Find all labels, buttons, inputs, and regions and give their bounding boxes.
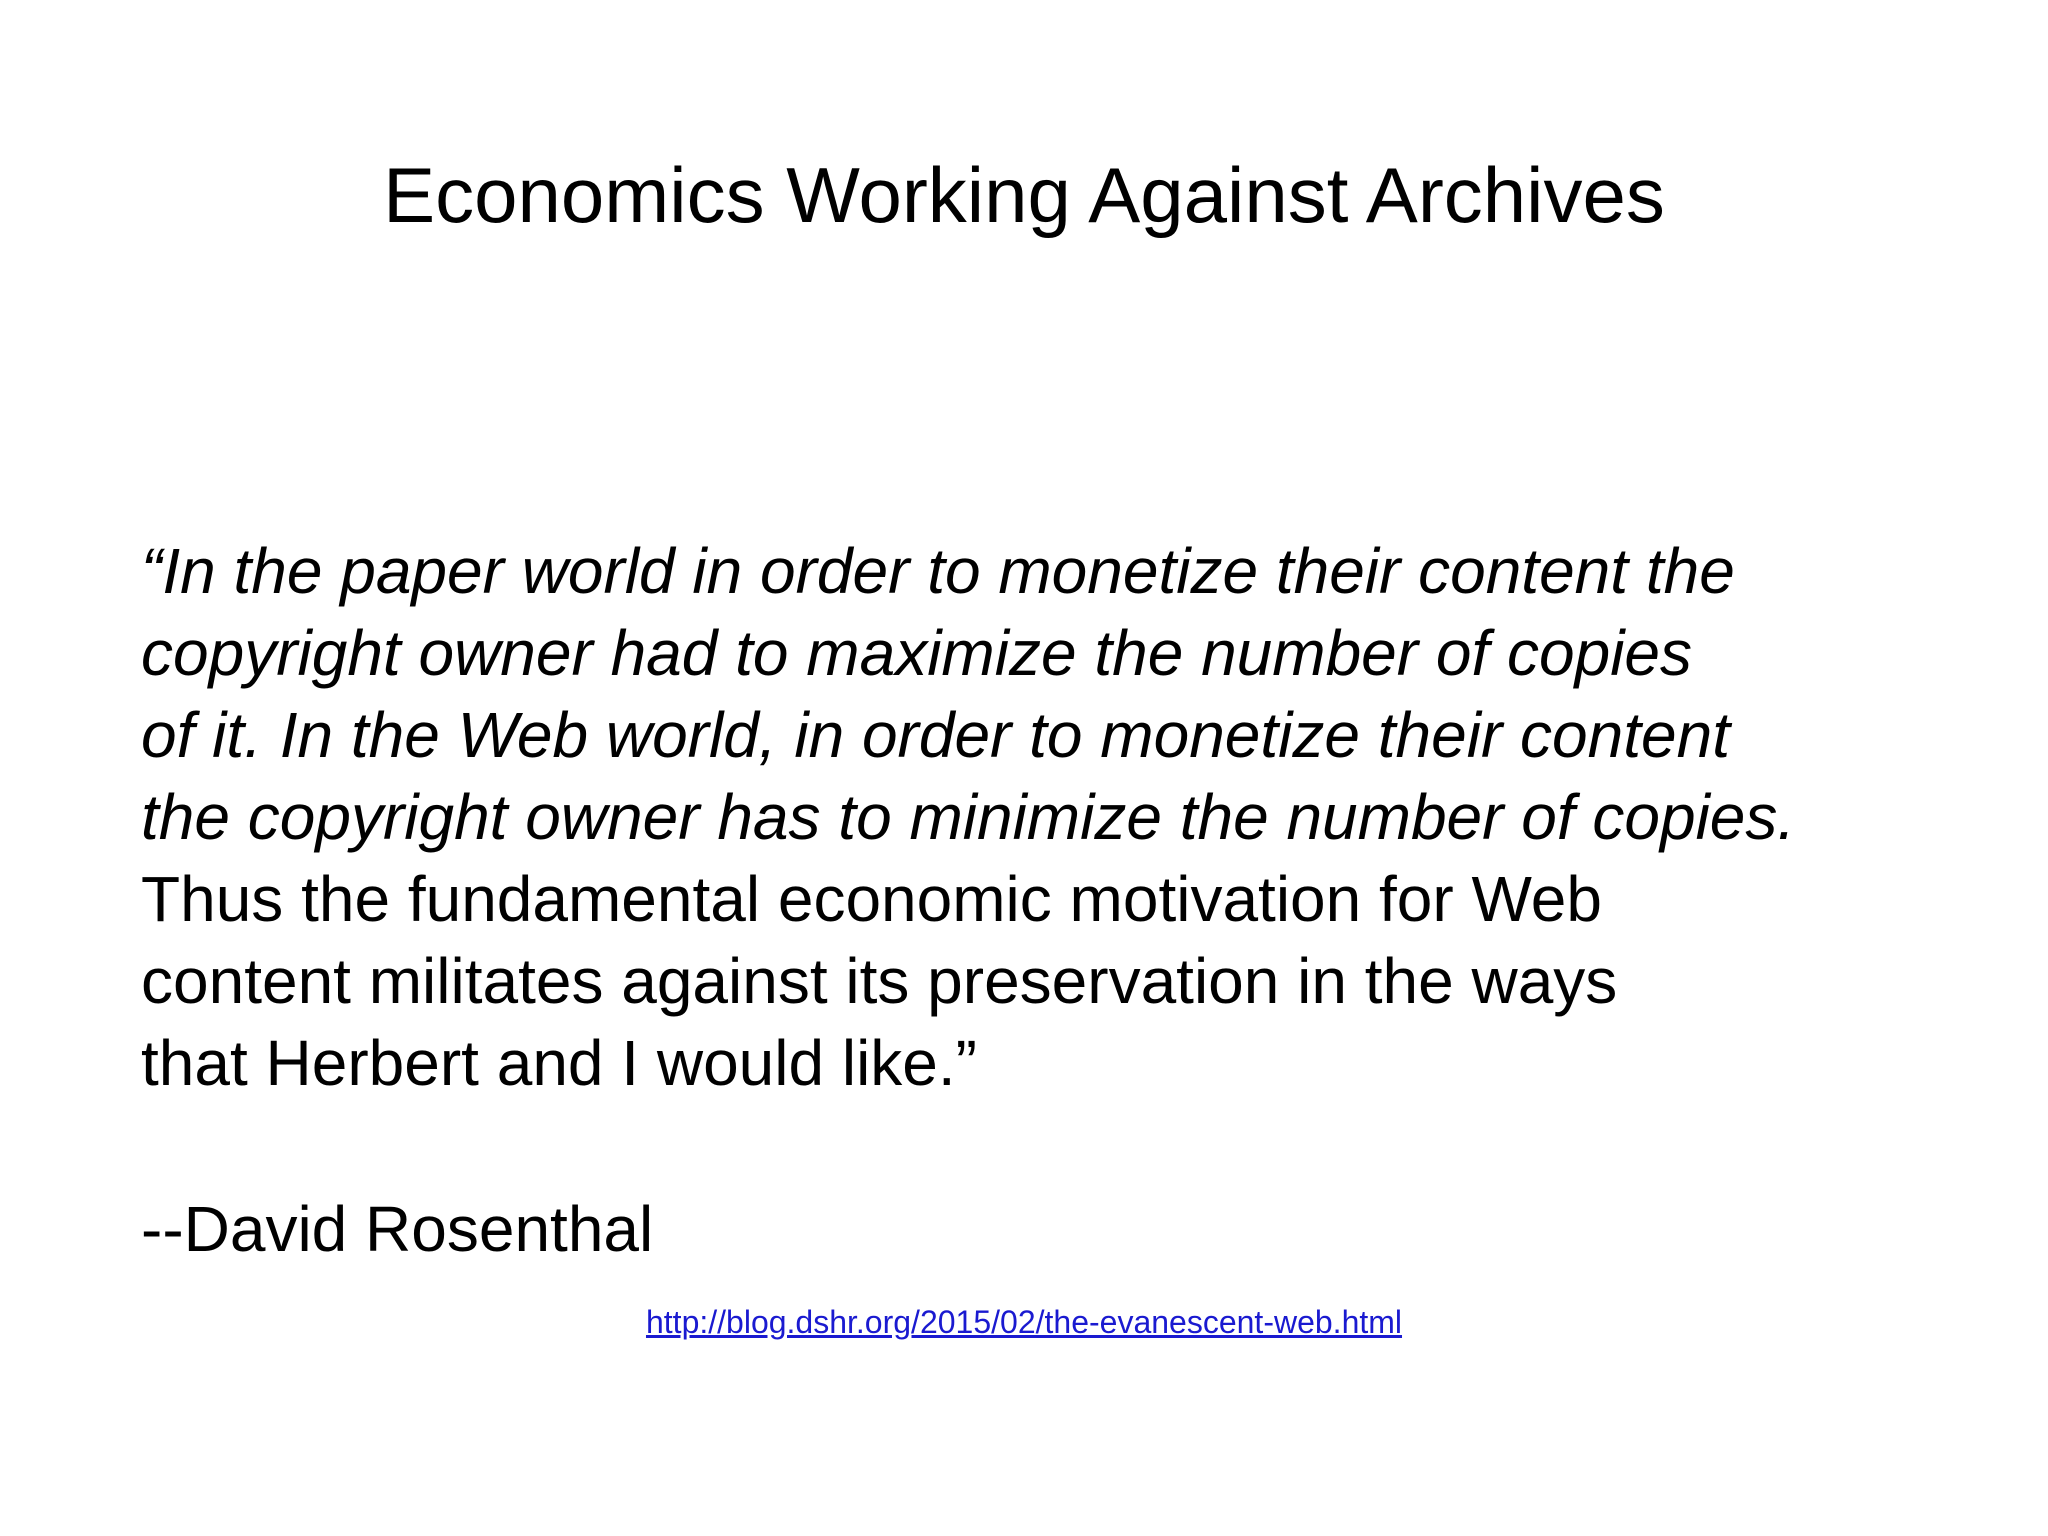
quote-attribution: --David Rosenthal bbox=[141, 1193, 654, 1265]
slide-title: Economics Working Against Archives bbox=[383, 151, 1665, 239]
quote-line: of it. In the Web world, in order to monetize their content bbox=[141, 699, 1730, 771]
quote-block bbox=[141, 530, 2021, 1104]
source-link[interactable]: http://blog.dshr.org/2015/02/the-evanescent-web.html bbox=[645, 1304, 1403, 1340]
quote-line: the copyright owner has to minimize the number of copies. bbox=[141, 781, 1796, 853]
quote-line: content militates against its preservation in the ways bbox=[141, 945, 1618, 1017]
quote-line: copyright owner had to maximize the number of copies bbox=[141, 617, 1692, 689]
quote-line: “In the paper world in order to monetize their content the bbox=[141, 535, 1735, 607]
quote-line: Thus the fundamental economic motivation for Web bbox=[141, 863, 1602, 935]
quote-line: that Herbert and I would like.” bbox=[141, 1027, 977, 1099]
